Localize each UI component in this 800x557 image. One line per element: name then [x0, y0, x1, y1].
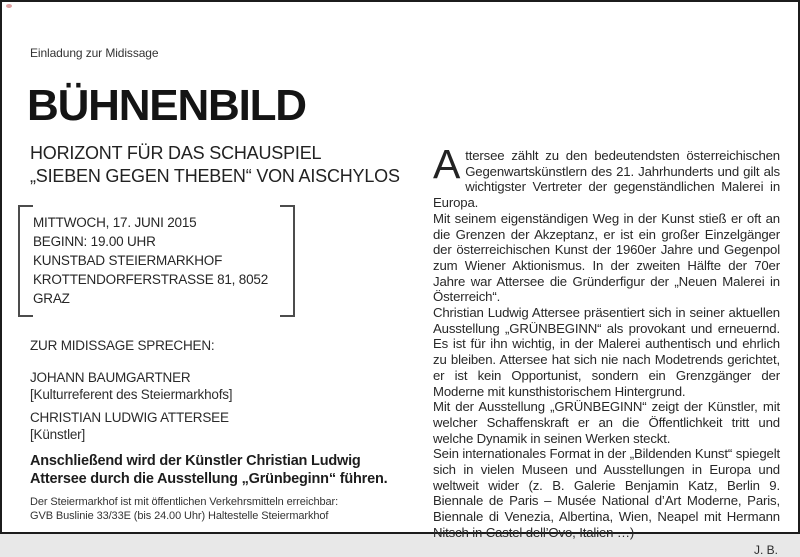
scan-artifact-dot — [6, 4, 12, 8]
paragraph-text: ttersee zählt zu den bedeutendsten österreichischen Gegenwartskünstlern des 21. Jahrhunderts und gilt als wichtigster Vertreter der gegenständlichen Malerei in Europa. — [433, 148, 780, 211]
event-address: KROTTENDORFERSTRASSE 81, 8052 GRAZ — [33, 272, 269, 306]
article-paragraph: Sein internationales Format in der „Bildenden Kunst“ spiegelt sich in vielen Museen und Ausstellungen in Europa und weltweit wider (z. B. Galerie Benjamin Katz, Berlin 9. Biennale de Paris – Musée National d’Art Moderne, Paris, Biennale di Venezia, Albertina, Wien, Neapel mit Hermann Nitsch in Castel dell’Ovo, Italien …) — [433, 446, 780, 540]
subtitle-line-2: „SIEBEN GEGEN THEBEN“ VON AISCHYLOS — [30, 166, 400, 186]
event-date: MITTWOCH, 17. JUNI 2015 — [33, 215, 197, 230]
transport-line-2: GVB Buslinie 33/33E (bis 24.00 Uhr) Haltestelle Steiermarkhof — [30, 509, 329, 522]
page-title: BÜHNENBILD — [27, 81, 306, 130]
event-details-box — [18, 205, 295, 317]
article-paragraph: Mit der Ausstellung „GRÜNBEGINN“ zeigt der Künstler, mit welcher Schaffenskraft er an die Öffentlichkeit tritt und welche Dynamik in seinen Werken steckt. — [433, 399, 780, 446]
author-initials: J. B. — [753, 542, 778, 557]
speaker-role: [Künstler] — [30, 427, 86, 442]
speaker-entry — [30, 409, 408, 443]
article-column — [433, 141, 780, 557]
subtitle-line-1: HORIZONT FÜR DAS SCHAUSPIEL — [30, 143, 322, 163]
speaker-role: [Kulturreferent des Steiermarkhofs] — [30, 387, 233, 402]
article-paragraph: Mit seinem eigenständigen Weg in der Kunst stieß er oft an die Grenzen der Akzeptanz, er ist ein großer Einzelgänger der österreichischen Kunst der 1960er Jahre und Gegenpol zum Wiener Aktionismus. In der zweiten Hälfte der 70er Jahre war Attersee die Gründerfigur der „Neuen Malerei in Österreich“. — [433, 210, 780, 305]
article-paragraph — [433, 141, 780, 211]
event-venue: KUNSTBAD STEIERMARKHOF — [33, 253, 223, 268]
announcement: Anschließend wird der Künstler Christian Ludwig Attersee durch die Ausstellung „Grünbeginn“ führen. — [30, 453, 388, 487]
speakers-heading: ZUR MIDISSAGE SPRECHEN: — [30, 338, 215, 353]
article-paragraph: Christian Ludwig Attersee präsentiert sich in seiner aktuellen Ausstellung „GRÜNBEGINN“ als provokant und erneuernd. Es ist für ihn wichtig, in der Malerei authentisch und ehrlich zu bleiben. Attersee hat sich nie nach Modetrends gerichtet, er ist kein Opportunist, sondern ein Grenzgänger der Moderne mit kunsthistorischem Hintergrund. — [433, 305, 780, 399]
kicker: Einladung zur Midissage — [30, 46, 159, 60]
speaker-name: CHRISTIAN LUDWIG ATTERSEE — [30, 410, 229, 425]
subtitle — [30, 142, 408, 188]
left-column — [27, 2, 408, 523]
drop-cap: A — [433, 141, 461, 187]
transport-line-1: Der Steiermarkhof ist mit öffentlichen Verkehrsmitteln erreichbar: — [30, 496, 339, 508]
speaker-name: JOHANN BAUMGARTNER — [30, 370, 191, 385]
event-time: BEGINN: 19.00 UHR — [33, 234, 156, 249]
speaker-entry — [30, 369, 408, 403]
transport-note — [30, 496, 408, 523]
